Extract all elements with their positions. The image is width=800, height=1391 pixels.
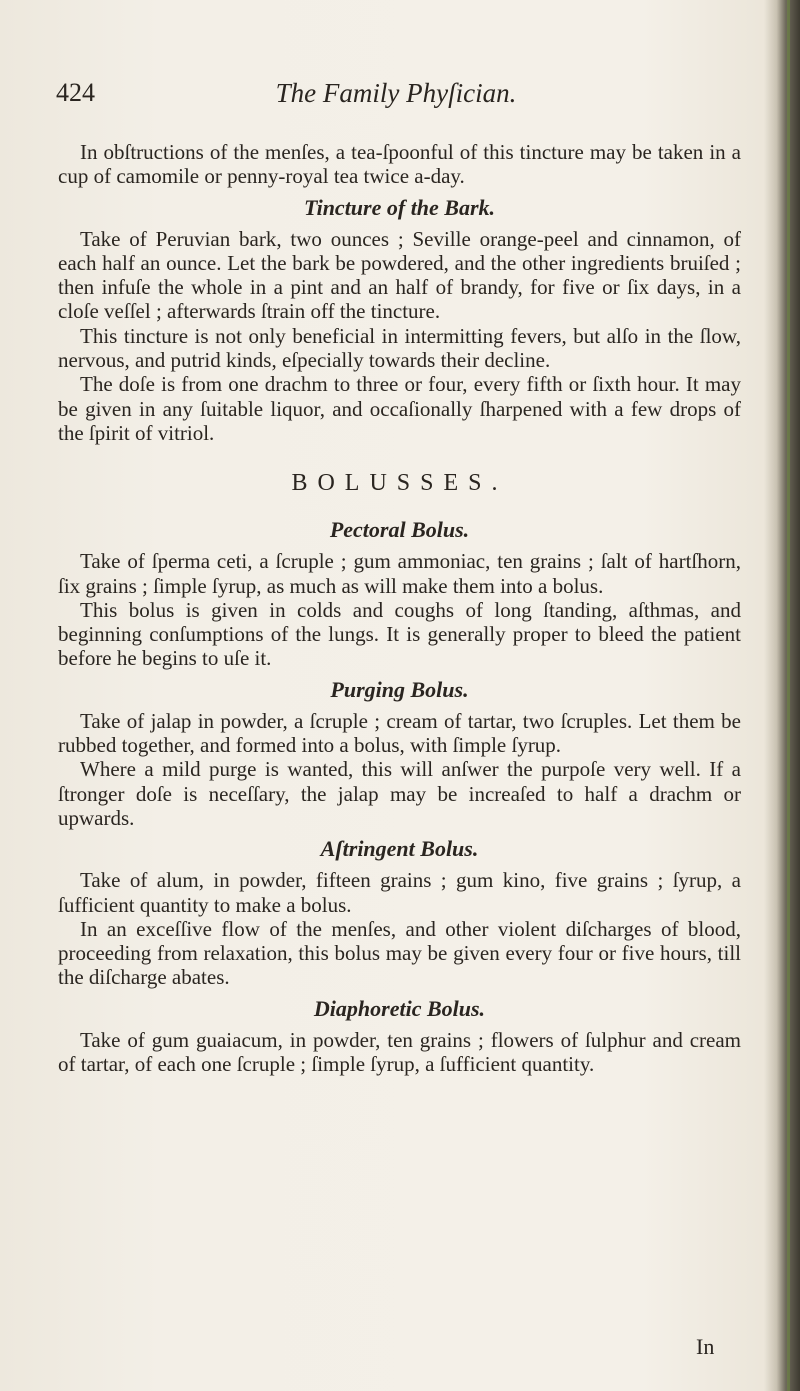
recipe-heading: Tincture of the Bark. [303,194,496,220]
catchword: In [696,1334,715,1359]
body-paragraph: The doſe is from one drachm to three or four, every fifth or ſixth hour. It may be given in any ſuitable liquor, and occaſionally ſharpened with a few drops of the ſpirit of vitriol. [58,372,741,445]
section-title: BOLUSSES. [291,470,508,497]
recipe-heading: Aſtringent Bolus. [320,836,479,862]
page-edge-shadow [764,0,800,1391]
body-paragraph: Take of jalap in powder, a ſcruple ; cream of tartar, two ſcruples. Let them be rubbed together, and formed into a bolus, with ſimple ſyrup. [58,708,741,758]
recipe-heading: Pectoral Bolus. [329,517,470,543]
body-paragraph: In obſtructions of the menſes, a tea-ſpoonful of this tincture may be taken in a cup of camomile or penny-royal tea twice a-day. [58,140,741,189]
body-paragraph: Take of gum guaiacum, in powder, ten grains ; flowers of ſulphur and cream of tartar, of each one ſcruple ; ſimple ſyrup, a ſufficient quantity. [58,1027,741,1077]
page-edge-binding [787,0,790,1391]
body-paragraph: This bolus is given in colds and coughs of long ſtanding, aſthmas, and beginning conſumptions of the lungs. It is generally proper to bleed the patient before he begins to uſe it. [58,597,741,671]
page-body [58,140,741,1076]
body-paragraph: Where a mild purge is wanted, this will anſwer the purpoſe very well. If a ſtronger doſe is neceſſary, the jalap may be increaſed to half a drachm or upwards. [58,757,741,830]
running-title: The Family Phyſician. [275,78,517,108]
body-paragraph: This tincture is not only beneficial in intermitting fevers, but alſo in the ſlow, nervous, and putrid kinds, eſpecially towards their decline. [58,323,741,373]
page-number: 424 [56,78,95,107]
page-header [56,78,736,118]
body-paragraph: In an exceſſive flow of the menſes, and other violent diſcharges of blood, proceeding from relaxation, this bolus may be given every four or five hours, till the diſcharge abates. [58,916,741,990]
body-paragraph: Take of alum, in powder, fifteen grains ; gum kino, five grains ; ſyrup, a ſufficient quantity to make a bolus. [58,868,741,917]
body-paragraph: Take of ſperma ceti, a ſcruple ; gum ammoniac, ten grains ; ſalt of hartſhorn, ſix grains ; ſimple ſyrup, as much as will make them into a bolus. [58,549,741,598]
recipe-heading: Diaphoretic Bolus. [313,995,486,1021]
body-paragraph: Take of Peruvian bark, two ounces ; Seville orange-peel and cinnamon, of each half an ounce. Let the bark be powdered, and the other ingredients bruiſed ; then infuſe the whole in a pint and an half of brandy, for five or ſix days, in a cloſe veſſel ; afterwards ſtrain off the tincture. [58,226,741,324]
recipe-heading: Purging Bolus. [330,676,469,702]
